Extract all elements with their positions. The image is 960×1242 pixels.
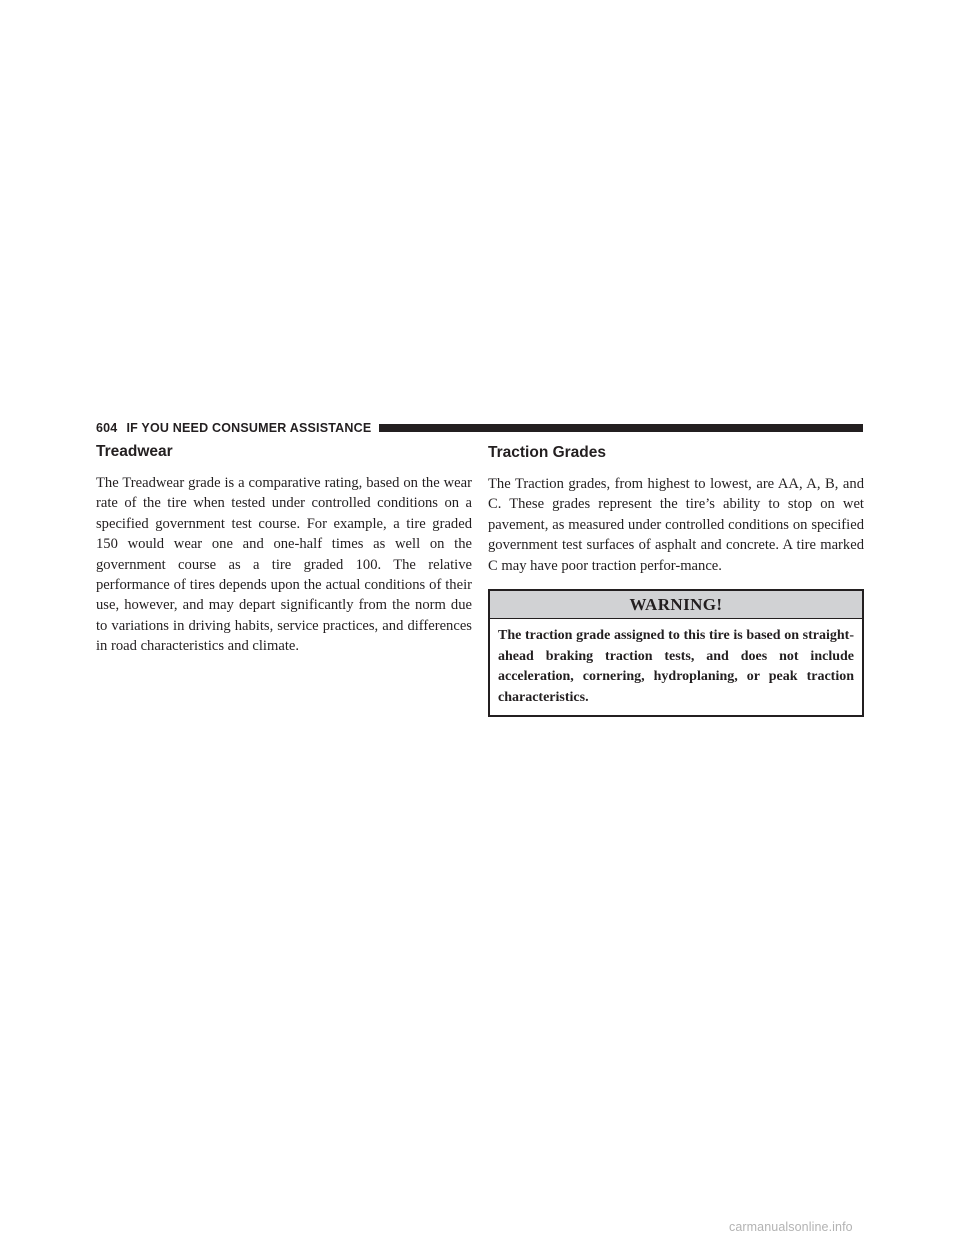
section-title: IF YOU NEED CONSUMER ASSISTANCE	[126, 421, 372, 435]
watermark-link[interactable]: carmanualsonline.info	[729, 1220, 853, 1234]
warning-title: WARNING!	[490, 591, 862, 619]
traction-grades-heading: Traction Grades	[488, 444, 607, 461]
left-column	[96, 442, 472, 657]
warning-box	[488, 589, 864, 717]
treadwear-body: The Treadwear grade is a comparative rating, based on the wear rate of the tire when tested under controlled conditions on a specified government test course. For example, a tire graded 150 would wear one and one-half times as well on the government course as a tire graded 100. The relative performance of tires depends upon the actual conditions of their use, however, and may depart significantly from the norm due to variations in driving habits, service practices, and differences in road characteristics and climate.	[96, 475, 472, 655]
traction-grades-body: The Traction grades, from highest to lowest, are AA, A, B, and C. These grades represent the tire’s ability to stop on wet pavement, as measured under controlled conditions on specified government test surfaces of asphalt and concrete. A tire marked C may have poor traction perfor-mance.	[488, 476, 864, 574]
header-rule	[379, 424, 863, 432]
page-header	[96, 420, 863, 436]
right-column	[488, 442, 864, 717]
treadwear-heading: Treadwear	[96, 443, 173, 460]
warning-text: The traction grade assigned to this tire is based on straight-ahead braking traction tests, and does not include acceleration, cornering, hydroplaning, or peak traction characteristics.	[498, 628, 854, 705]
page-number: 604	[96, 421, 118, 435]
